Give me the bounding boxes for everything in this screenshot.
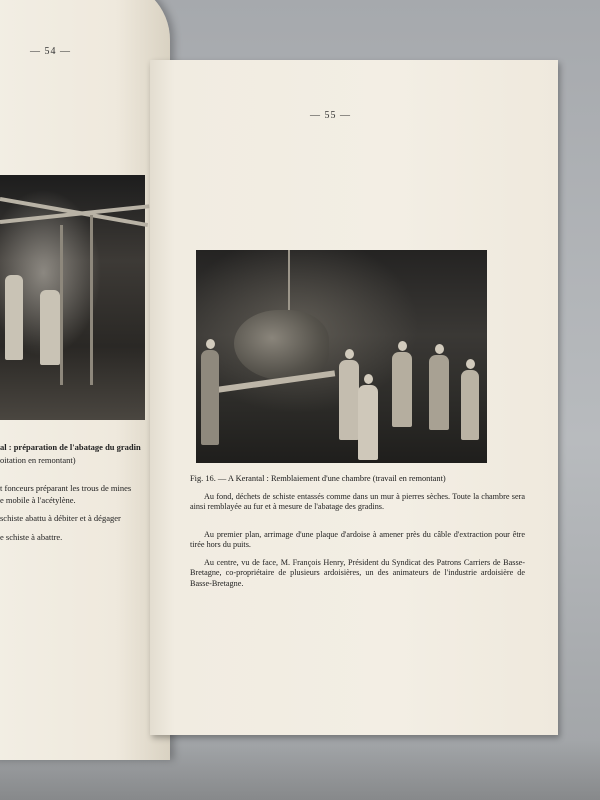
photo-worker	[461, 370, 479, 440]
body-paragraph: Au fond, déchets de schiste entassés comme dans un mur à pierres sèches. Toute la chambre sera ainsi remblayée au fur et à mesure de l'abatage des gradins.	[190, 492, 525, 512]
photo-worker	[339, 360, 359, 440]
photo-worker	[429, 355, 449, 430]
left-caption-line: e schiste à abattre.	[0, 532, 63, 542]
photo-worker	[358, 385, 378, 460]
left-caption-line: al : préparation de l'abatage du gradin	[0, 442, 141, 452]
left-caption-line: oitation en remontant)	[0, 455, 76, 465]
left-page-photo	[0, 175, 145, 420]
photo-worker	[5, 275, 23, 360]
right-page-number: — 55 —	[310, 110, 351, 121]
photo-worker	[201, 350, 219, 445]
photo-post	[90, 215, 93, 385]
figure-caption: Fig. 16. — A Kerantal : Remblaiement d'une chambre (travail en remontant)	[190, 474, 446, 483]
left-page	[0, 0, 170, 760]
photo-post	[60, 225, 63, 385]
photo-worker-president	[392, 352, 412, 427]
photo-worker	[40, 290, 60, 365]
left-page-number: — 54 —	[30, 46, 71, 57]
left-caption-line: e mobile à l'acétylène.	[0, 495, 76, 505]
photo-slate-slab	[234, 310, 329, 380]
body-paragraph: Au centre, vu de face, M. François Henry, Président du Syndicat des Patrons Carriers de Basse-Bretagne, co-propriétaire de plusieurs ardoisières, un des animateurs de l'industrie ardoisière de Basse-Bretagne.	[190, 558, 525, 588]
figure-photo	[196, 250, 487, 463]
left-caption-line: schiste abattu à débiter et à dégager	[0, 513, 121, 523]
right-page	[150, 60, 558, 735]
body-paragraph: Au premier plan, arrimage d'une plaque d'ardoise à amener près du câble d'extraction pour être tirée hors du puits.	[190, 530, 525, 550]
left-caption-line: t fonceurs préparant les trous de mines	[0, 483, 132, 493]
